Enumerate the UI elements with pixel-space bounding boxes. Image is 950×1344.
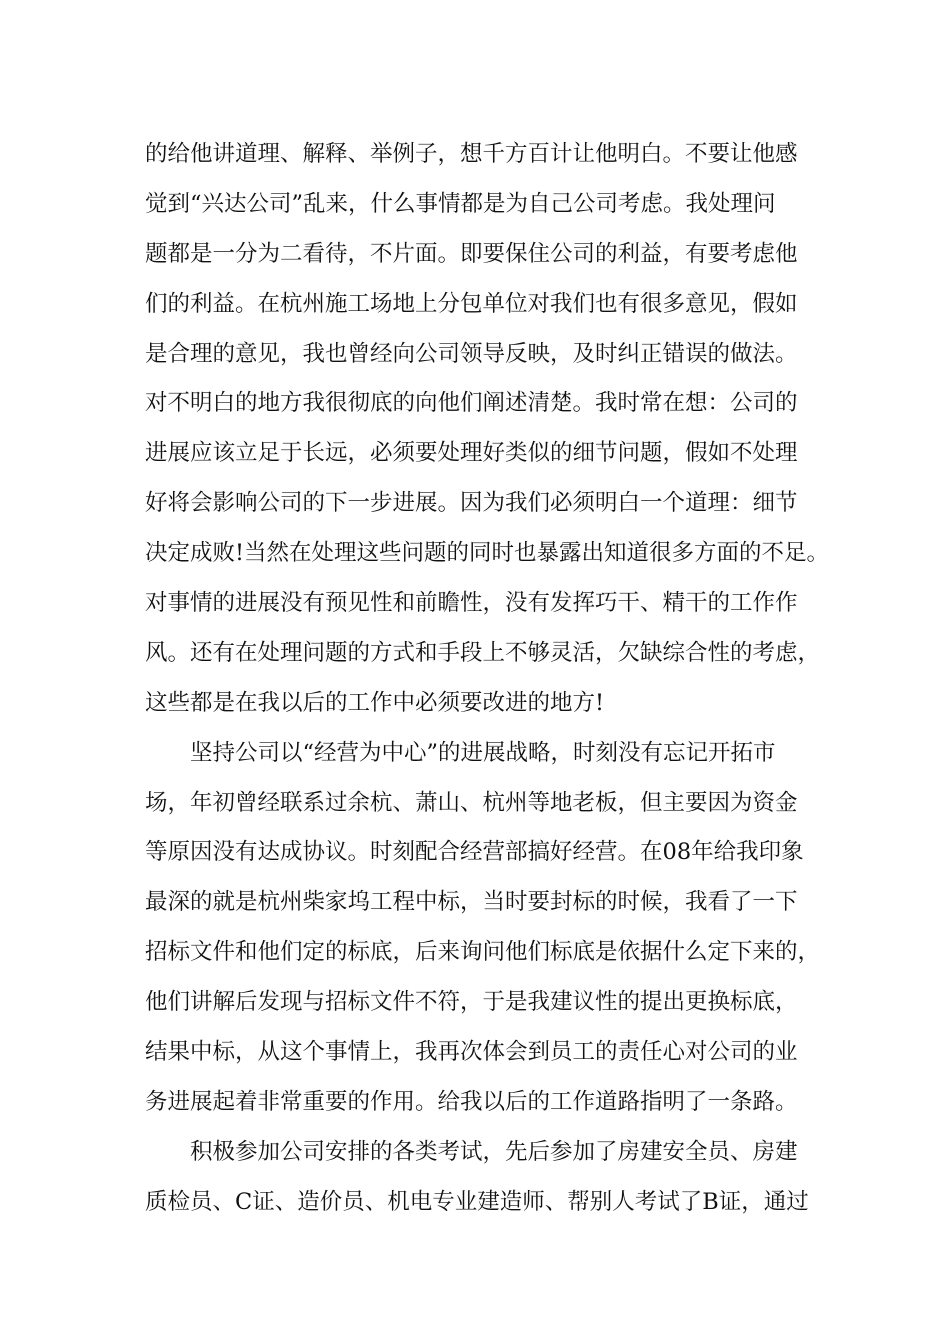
text-line: 对事情的进展没有预见性和前瞻性，没有发挥巧干、精干的工作作 <box>145 590 798 617</box>
text-line: 务进展起着非常重要的作用。给我以后的工作道路指明了一条路。 <box>145 1088 798 1115</box>
text-line: 题都是一分为二看待，不片面。即要保住公司的利益，有要考虑他 <box>145 240 798 267</box>
text-line: 这些都是在我以后的工作中必须要改进的地方! <box>145 689 605 716</box>
paragraph-first-line: 坚持公司以“经营为中心”的进展战略，时刻没有忘记开拓市 <box>190 739 776 766</box>
text-line: 觉到“兴达公司”乱来，什么事情都是为自己公司考虑。我处理问 <box>145 190 776 217</box>
text-line: 质检员、C证、造价员、机电专业建造师、帮别人考试了B证，通过 <box>145 1188 809 1215</box>
text-line: 最深的就是杭州柴家坞工程中标，当时要封标的时候，我看了一下 <box>145 889 798 916</box>
text-line: 风。还有在处理问题的方式和手段上不够灵活，欠缺综合性的考虑， <box>145 639 821 666</box>
text-line: 对不明白的地方我很彻底的向他们阐述清楚。我时常在想：公司的 <box>145 390 798 417</box>
text-line: 进展应该立足于长远，必须要处理好类似的细节问题，假如不处理 <box>145 440 798 467</box>
text-line: 等原因没有达成协议。时刻配合经营部搞好经营。在08年给我印象 <box>145 839 804 866</box>
text-line: 结果中标，从这个事情上，我再次体会到员工的责任心对公司的业 <box>145 1039 798 1066</box>
text-line: 场，年初曾经联系过余杭、萧山、杭州等地老板，但主要因为资金 <box>145 789 798 816</box>
text-line: 好将会影响公司的下一步进展。因为我们必须明白一个道理：细节 <box>145 490 798 517</box>
paragraph-first-line: 积极参加公司安排的各类考试，先后参加了房建安全员、房建 <box>190 1138 798 1165</box>
text-line: 的给他讲道理、解释、举例子，想千方百计让他明白。不要让他感 <box>145 141 798 167</box>
text-line: 是合理的意见，我也曾经向公司领导反映，及时纠正错误的做法。 <box>145 340 798 367</box>
text-line: 招标文件和他们定的标底，后来询问他们标底是依据什么定下来的， <box>145 939 821 966</box>
body-text <box>145 130 830 1228</box>
text-line: 们的利益。在杭州施工场地上分包单位对我们也有很多意见，假如 <box>145 290 798 317</box>
text-line: 决定成败!当然在处理这些问题的同时也暴露出知道很多方面的不足。 <box>145 540 830 567</box>
text-line: 他们讲解后发现与招标文件不符，于是我建议性的提出更换标底， <box>145 989 798 1016</box>
